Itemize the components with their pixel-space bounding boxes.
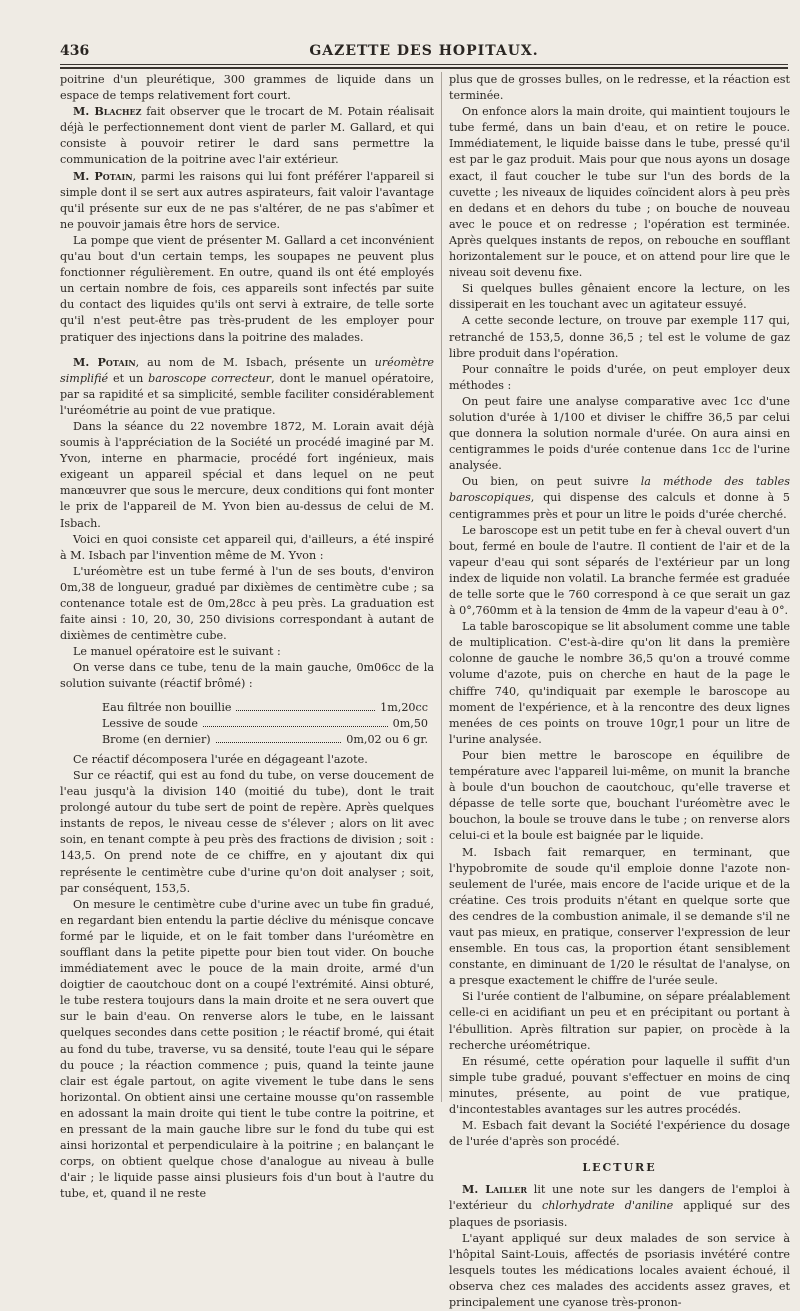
paragraph: A cette seconde lecture, on trouve par exemple 117 qui, retranché de 153,5, donne 36,5 ; tel est le volume de gaz libre produit dans l'opération.	[449, 314, 790, 360]
running-title: GAZETTE DES HOPITAUX.	[309, 43, 539, 59]
paragraph: On verse dans ce tube, tenu de la main gauche, 0m06cc de la solution suivante (réactif brômé) :	[60, 661, 434, 691]
paragraph: La pompe que vient de présenter M. Gallard a cet inconvénient qu'au bout d'un certain temps, les soupapes ne peuvent plus fonctionner régulièrement. En outre, quand ils ont été employés un certain nombre de fois, ces appareils sont infectés par suite du contact des liquides qu'ils ont servi à extraire, de telle sorte qu'il n'est peut-être pas très-prudent de les employer pour pratiquer des injections dans la poitrine des malades.	[60, 233, 434, 344]
italic-term: baroscope correcteur	[148, 371, 272, 385]
column-divider	[441, 72, 442, 1102]
paragraph: L'uréomètre est un tube fermé à l'un de ses bouts, d'environ 0m,38 de longueur, gradué par dixièmes de centimètre cube ; sa contenance totale est de 0m,28cc à peu près. La graduation est faite ainsi : 10, 20, 30, 250 divisions correspondant à autant de dixièmes de centimètre cube.	[60, 564, 434, 643]
dot-leader	[216, 742, 342, 743]
paragraph-text: , parmi les raisons qui lui font préférer l'appareil si simple dont il se sert aux autres aspirateurs, fait valoir l'avantage qu'il présente sur eux de ne pas s'altérer, de ne pas s'abîmer et ne pouvoir jamais être hors de service.	[60, 169, 434, 231]
paragraph: On enfonce alors la main droite, qui maintient toujours le tube fermé, dans un bain d'eau, et on retire le pouce. Immédiatement, le liquide baisse dans le tube, pressé qu'il est par le gaz produit. Mais pour que nous ayons un dosage exact, il faut coucher le tube sur l'un des bords de la cuvette ; les niveaux de liquides coïncident alors à peu près en dedans et en dehors du tube ; on bouche de nouveau avec le pouce et on redresse ; l'opération est terminée. Après quelques instants de repos, on rebouche en soufflant horizontalement sur le pouce, et on attend pour lire que le niveau soit devenu fixe.	[449, 105, 790, 280]
paragraph	[449, 1182, 790, 1230]
italic-term: chlorhydrate d'aniline	[542, 1199, 674, 1213]
reagent-value: 0m,02 ou 6 gr.	[346, 732, 428, 746]
page-number: 436	[60, 43, 90, 59]
paragraph: Voici en quoi consiste cet appareil qui, d'ailleurs, a été inspiré à M. Isbach par l'invention même de M. Yvon :	[60, 532, 434, 562]
header-rule	[60, 64, 788, 65]
paragraph: La table baroscopique se lit absolument comme une table de multiplication. C'est-à-dire qu'on lit dans la première colonne de gauche le nombre 36,5 qu'on a trouvé comme volume d'azote, puis on cherche en haut de la page le chiffre 740, qu'indiquait par exemple le baroscope au moment de l'expérience, et à la rencontre des deux lignes menées de ces points on trouve 10gr,1 pour un litre de l'urine analysée.	[449, 620, 790, 746]
reagent-row	[60, 732, 434, 748]
paragraph: L'ayant appliqué sur deux malades de son service à l'hôpital Saint-Louis, affectés de psoriasis invétéré contre lesquels toutes les médications locales avaient échoué, il observa chez ces malades des accidents assez graves, et principalement une cyanose très-pronon-	[449, 1231, 790, 1310]
paragraph	[449, 474, 790, 522]
paragraph: M. Isbach fait remarquer, en terminant, que l'hypobromite de soude qu'il emploie donne l'azote non-seulement de l'urée, mais encore de l'acide urique et de la créatine. Ces trois produits n'étant en quelque sorte que des cendres de la combustion animale, il se demande s'il ne vaut pas mieux, en pratique, conserver l'expression de leur ensemble. En tous cas, la proportion étant sensiblement constante, en diminuant de 1/20 le résultat de l'analyse, on a presque exactement le chiffre de l'urée seule.	[449, 845, 790, 988]
paragraph-text: , au nom de M. Isbach, présente un	[135, 355, 375, 369]
paragraph-text: lit une note sur les dangers de l'emploi à l'extérieur du	[449, 1183, 790, 1213]
paragraph: Pour connaître le poids d'urée, on peut employer deux méthodes :	[449, 362, 790, 392]
paragraph	[60, 104, 434, 168]
paragraph	[60, 169, 434, 233]
dot-leader	[236, 710, 375, 711]
paragraph-text: , qui dispense des calculs et donne à 5 centigrammes près et pour un litre le poids d'urée cherché.	[449, 491, 790, 521]
left-column	[60, 72, 434, 1202]
paragraph: En résumé, cette opération pour laquelle il suffit d'un simple tube gradué, pouvant s'effectuer en moins de cinq minutes, présente, au point de vue pratique, d'incontestables avantages sur les autres procédés.	[449, 1054, 790, 1116]
speaker-name: M. Potain	[73, 355, 136, 369]
paragraph	[60, 355, 434, 419]
reagent-name: Eau filtrée non bouillie	[102, 700, 232, 714]
italic-term: uréomètre simplifié	[60, 355, 434, 385]
reagent-name: Lessive de soude	[102, 716, 199, 730]
paragraph: Pour bien mettre le baroscope en équilibre de température avec l'appareil lui-même, on munit la branche à boule d'un bouchon de caoutchouc, qu'elle traverse et dépasse de telle sorte que, bouchant l'uréomètre avec le bouchon, la boule se trouve dans le tube ; on renverse alors celui-ci et la boule est baignée par le liquide.	[449, 748, 790, 843]
reagent-name: Brome (en dernier)	[102, 732, 211, 746]
reagent-list	[60, 700, 434, 748]
right-column	[449, 72, 790, 1311]
paragraph: Si quelques bulles gênaient encore la lecture, on les dissiperait en les touchant avec un agitateur essuyé.	[449, 282, 790, 312]
header-rule-double	[60, 67, 788, 69]
paragraph: plus que de grosses bulles, on le redresse, et la réaction est terminée.	[449, 73, 790, 103]
reagent-row	[60, 700, 434, 716]
paragraph: On peut faire une analyse comparative avec 1cc d'une solution d'urée à 1/100 et diviser le chiffre 36,5 par celui que donnera la solution normale d'urée. On aura ainsi en centigrammes le poids d'urée contenue dans 1cc de l'urine analysée.	[449, 394, 790, 473]
paragraph: Si l'urée contient de l'albumine, on sépare préalablement celle-ci en acidifiant un peu et en précipitant ou portant à l'ébullition. Après filtration sur papier, on procède à la recherche uréométrique.	[449, 990, 790, 1052]
paragraph: Le manuel opératoire est le suivant :	[73, 645, 281, 659]
speaker-name: M. Blachez	[73, 105, 142, 119]
page-header	[60, 40, 788, 64]
paragraph: Sur ce réactif, qui est au fond du tube, on verse doucement de l'eau jusqu'à la division 140 (moitié du tube), dont le trait prolongé autour du tube sert de point de repère. Après quelques instants de repos, le niveau cesse de s'élever ; alors on lit avec soin, en tenant compte à peu près des fractions de division ; soit : 143,5. On prend note de ce chiffre, en y ajoutant dix qui représente le centimètre cube d'urine qu'on doit analyser ; soit, par conséquent, 153,5.	[60, 768, 434, 895]
paragraph-text: et un	[108, 371, 149, 385]
paragraph-text: appliqué sur des plaques de psoriasis.	[449, 1199, 790, 1229]
italic-term: la méthode des tables baroscopiques	[449, 475, 790, 505]
dot-leader	[203, 726, 388, 727]
paragraph: M. Esbach fait devant la Société l'expérience du dosage de l'urée d'après son procédé.	[449, 1119, 790, 1149]
paragraph-text: fait observer que le trocart de M. Potain réalisait déjà le perfectionnement dont vient de parler M. Gallard, et qui consiste à pouvoir retirer le dard sans permettre la communication de la poitrine avec l'air extérieur.	[60, 105, 434, 167]
speaker-name: M. Lailler	[462, 1183, 528, 1197]
speaker-name: M. Potain	[73, 169, 133, 183]
section-heading: LECTURE	[582, 1161, 657, 1175]
paragraph: Le baroscope est un petit tube en fer à cheval ouvert d'un bout, fermé en boule de l'autre. Il contient de l'air et de la vapeur d'eau qui sont séparés de l'extérieur par un long index de liquide non volatil. La branche fermée est graduée de telle sorte que le 760 correspond à ce que serait un gaz à 0°,760mm et à la tension de 4mm de la vapeur d'eau à 0°.	[449, 523, 790, 618]
paragraph: Ce réactif décomposera l'urée en dégageant l'azote.	[73, 752, 368, 766]
reagent-value: 1m,20cc	[380, 700, 428, 714]
paragraph-text: , dont le manuel opératoire, par sa rapidité et sa simplicité, semble faciliter considérablement l'uréométrie au point de vue pratique.	[60, 371, 435, 417]
paragraph: Dans la séance du 22 novembre 1872, M. Lorain avait déjà soumis à l'appréciation de la Société un procédé imaginé par M. Yvon, interne en pharmacie, procédé fort ingénieux, mais exigeant un appareil spécial et dans lequel on ne peut manœuvrer que sous le mercure, deux conditions qui font monter le prix de l'appareil de M. Yvon bien au-dessus de celui de M. Isbach.	[60, 419, 434, 530]
reagent-row	[60, 716, 434, 732]
paragraph: On mesure le centimètre cube d'urine avec un tube fin gradué, en regardant bien entendu la partie déclive du ménisque concave formé par le liquide, et on le fait tomber dans l'uréomètre en soufflant dans la petite pipette pour bien tout vider. On bouche immédiatement avec le pouce de la main droite, armé d'un doigtier de caoutchouc dont on a coupé l'extrémité. Ainsi obturé, le tube restera toujours dans la main droite et ne sera ouvert que sur le bain d'eau. On renverse alors le tube, en le laissant quelques secondes dans cette position ; le réactif bromé, qui était au fond du tube, traverse, vu sa densité, toute l'eau qui le sépare du pouce ; la réaction commence ; puis, quand la teinte jaune clair est égale partout, on agite vivement le tube dans le sens horizontal. On obtient ainsi une certaine mousse qu'on rassemble en adossant la main droite qui tient le tube contre la poitrine, et en pressant de la main gauche libre sur le fond du tube qui est ainsi horizontal et perpendiculaire à la poitrine ; en balançant le corps, on obtient quelque chose d'analogue au niveau à bulle d'air ; le liquide passe ainsi plusieurs fois d'un bout à l'autre du tube, et, quand il ne reste	[60, 897, 434, 1201]
paragraph-text: Ou bien, on peut suivre	[462, 475, 641, 489]
reagent-value: 0m,50	[392, 716, 428, 730]
paragraph: poitrine d'un pleurétique, 300 grammes de liquide dans un espace de temps relativement fort court.	[60, 73, 434, 103]
